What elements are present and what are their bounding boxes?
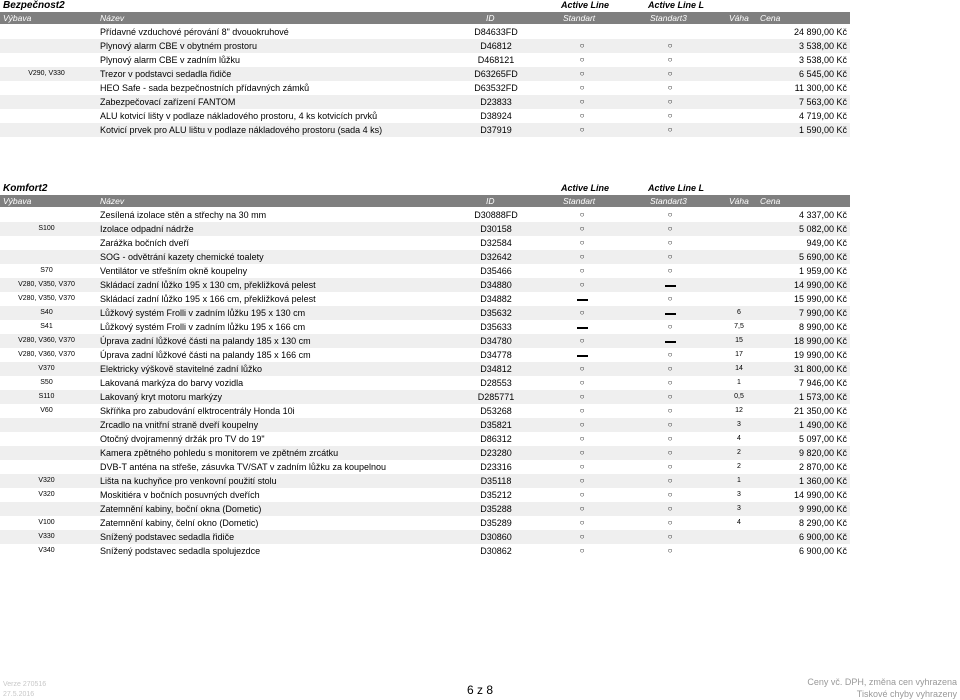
cell-nazev: Ventilátor ve střešním okně koupelny bbox=[100, 266, 248, 276]
cell-cena: 949,00 Kč bbox=[806, 238, 847, 248]
cell-standart: ○ bbox=[579, 111, 585, 120]
cell-standart bbox=[567, 320, 597, 334]
col-active-line-l: Active Line L bbox=[648, 0, 705, 10]
table-row bbox=[0, 474, 850, 488]
header-vybava: Výbava bbox=[3, 196, 32, 206]
table-row bbox=[0, 502, 850, 516]
cell-nazev: Snížený podstavec sedadla spolujezdce bbox=[100, 546, 261, 556]
cell-cena: 6 900,00 Kč bbox=[798, 546, 847, 556]
cell-vybava: V280, V350, V370 bbox=[18, 281, 75, 288]
cell-standart3: ○ bbox=[667, 392, 673, 401]
cell-id: D35212 bbox=[480, 490, 512, 500]
cell-nazev: Izolace odpadní nádrže bbox=[100, 224, 194, 234]
cell-standart: ○ bbox=[579, 504, 585, 513]
dash-icon bbox=[577, 299, 588, 301]
cell-standart: ○ bbox=[579, 476, 585, 485]
cell-nazev: Plynový alarm CBE v obytném prostoru bbox=[100, 41, 258, 51]
cell-standart3: ○ bbox=[667, 83, 673, 92]
table-row bbox=[0, 418, 850, 432]
cell-cena: 6 900,00 Kč bbox=[798, 532, 847, 542]
cell-vaha: 0,5 bbox=[734, 393, 744, 400]
dash-icon bbox=[665, 285, 676, 287]
cell-standart3: ○ bbox=[667, 266, 673, 275]
cell-nazev: Lůžkový systém Frolli v zadním lůžku 195 x 166 cm bbox=[100, 322, 306, 332]
cell-standart3: ○ bbox=[667, 364, 673, 373]
cell-vaha: 6 bbox=[737, 309, 741, 316]
cell-nazev: Přídavné vzduchové pérování 8" dvouokruhové bbox=[100, 27, 289, 37]
cell-cena: 7 990,00 Kč bbox=[798, 308, 847, 318]
cell-standart: ○ bbox=[579, 392, 585, 401]
footer-version bbox=[3, 680, 46, 700]
cell-id: D30888FD bbox=[474, 210, 518, 220]
cell-standart3 bbox=[655, 334, 685, 348]
cell-cena: 6 545,00 Kč bbox=[798, 69, 847, 79]
cell-vybava: S40 bbox=[40, 309, 53, 316]
cell-vaha: 15 bbox=[735, 337, 743, 344]
header-cena: Cena bbox=[760, 196, 781, 206]
footer-notes bbox=[807, 676, 957, 700]
cell-standart: ○ bbox=[579, 238, 585, 247]
cell-standart: ○ bbox=[579, 546, 585, 555]
cell-standart3: ○ bbox=[667, 224, 673, 233]
cell-cena: 14 990,00 Kč bbox=[793, 280, 847, 290]
cell-id: D34882 bbox=[480, 294, 512, 304]
cell-cena: 21 350,00 Kč bbox=[793, 406, 847, 416]
cell-cena: 5 690,00 Kč bbox=[798, 252, 847, 262]
cell-standart3: ○ bbox=[667, 55, 673, 64]
cell-nazev: Úprava zadní lůžkové části na palandy 185 x 130 cm bbox=[100, 336, 311, 346]
dash-icon bbox=[577, 355, 588, 357]
header-nazev: Název bbox=[100, 196, 125, 206]
cell-standart: ○ bbox=[579, 336, 585, 345]
table-row bbox=[0, 516, 850, 530]
cell-vybava: S50 bbox=[40, 379, 53, 386]
cell-standart3 bbox=[655, 278, 685, 292]
version-text: Verze 270516 bbox=[3, 681, 47, 688]
cell-standart3: ○ bbox=[667, 252, 673, 261]
cell-cena: 11 300,00 Kč bbox=[794, 83, 847, 93]
cell-cena: 8 290,00 Kč bbox=[798, 518, 847, 528]
dash-icon bbox=[665, 341, 676, 343]
cell-standart3: ○ bbox=[667, 406, 673, 415]
table-row bbox=[0, 390, 850, 404]
cell-nazev: Moskitiéra v bočních posuvných dveřích bbox=[100, 490, 260, 500]
cell-standart: ○ bbox=[579, 280, 585, 289]
cell-id: D34778 bbox=[480, 350, 512, 360]
cell-vybava: V100 bbox=[38, 519, 55, 526]
table-row bbox=[0, 67, 850, 81]
cell-cena: 7 563,00 Kč bbox=[798, 97, 847, 107]
header-nazev: Název bbox=[100, 13, 125, 23]
cell-id: D34780 bbox=[480, 336, 512, 346]
cell-id: D35821 bbox=[480, 420, 512, 430]
cell-standart: ○ bbox=[579, 434, 585, 443]
page-number: 6 z 8 bbox=[466, 683, 493, 697]
cell-id: D35633 bbox=[480, 322, 512, 332]
header-standart: Standart bbox=[563, 196, 596, 206]
table-row bbox=[0, 208, 850, 222]
header-standart: Standart bbox=[563, 13, 596, 23]
cell-vaha: 3 bbox=[737, 491, 741, 498]
table-row bbox=[0, 404, 850, 418]
header-standart3: Standart3 bbox=[650, 13, 687, 23]
table-header bbox=[0, 12, 850, 24]
cell-cena: 1 573,00 Kč bbox=[798, 392, 847, 402]
cell-id: D32642 bbox=[480, 252, 512, 262]
cell-id: D53268 bbox=[480, 406, 512, 416]
cell-standart: ○ bbox=[579, 406, 585, 415]
cell-id: D86312 bbox=[480, 434, 512, 444]
cell-vaha: 4 bbox=[737, 435, 741, 442]
cell-cena: 3 538,00 Kč bbox=[798, 55, 847, 65]
cell-vaha: 2 bbox=[737, 463, 741, 470]
cell-standart3: ○ bbox=[667, 322, 673, 331]
cell-id: D23316 bbox=[480, 462, 512, 472]
cell-id: D23833 bbox=[480, 97, 512, 107]
cell-cena: 7 946,00 Kč bbox=[798, 378, 847, 388]
cell-cena: 9 990,00 Kč bbox=[798, 504, 847, 514]
cell-vaha: 14 bbox=[735, 365, 743, 372]
cell-nazev: Zarážka bočních dveří bbox=[100, 238, 190, 248]
cell-cena: 5 097,00 Kč bbox=[798, 434, 847, 444]
cell-standart3: ○ bbox=[667, 490, 673, 499]
table-row bbox=[0, 460, 850, 474]
cell-standart: ○ bbox=[579, 55, 585, 64]
cell-nazev: DVB-T anténa na střeše, zásuvka TV/SAT v zadním lůžku za koupelnou bbox=[100, 462, 386, 472]
cell-standart: ○ bbox=[579, 490, 585, 499]
cell-standart: ○ bbox=[579, 210, 585, 219]
cell-standart bbox=[567, 348, 597, 362]
cell-nazev: Lišta na kuchyňce pro venkovní použití stolu bbox=[100, 476, 277, 486]
cell-standart3: ○ bbox=[667, 125, 673, 134]
table-row bbox=[0, 81, 850, 95]
table-row bbox=[0, 53, 850, 67]
cell-vaha: 3 bbox=[737, 505, 741, 512]
table-row bbox=[0, 348, 850, 362]
table-row bbox=[0, 25, 850, 39]
cell-standart3: ○ bbox=[667, 504, 673, 513]
cell-cena: 1 490,00 Kč bbox=[798, 420, 847, 430]
cell-id: D37919 bbox=[480, 125, 512, 135]
cell-standart: ○ bbox=[579, 41, 585, 50]
cell-id: D35118 bbox=[480, 476, 512, 486]
cell-nazev: Skládací zadní lůžko 195 x 130 cm, překližková pelest bbox=[100, 280, 316, 290]
table-row bbox=[0, 264, 850, 278]
cell-standart bbox=[567, 292, 597, 306]
section-title: Bezpečnost2 bbox=[3, 0, 65, 11]
table-row bbox=[0, 236, 850, 250]
header-standart3: Standart3 bbox=[650, 196, 687, 206]
cell-cena: 18 990,00 Kč bbox=[793, 336, 847, 346]
cell-nazev: Trezor v podstavci sedadla řidiče bbox=[100, 69, 232, 79]
cell-nazev: Zatemnění kabiny, boční okna (Dometic) bbox=[100, 504, 262, 514]
cell-standart3: ○ bbox=[667, 350, 673, 359]
cell-nazev: Skříňka pro zabudování elktrocentrály Honda 10i bbox=[100, 406, 295, 416]
cell-cena: 1 590,00 Kč bbox=[798, 125, 847, 135]
cell-standart: ○ bbox=[579, 83, 585, 92]
cell-standart: ○ bbox=[579, 462, 585, 471]
header-vybava: Výbava bbox=[3, 13, 32, 23]
table-row bbox=[0, 123, 850, 137]
table-row bbox=[0, 292, 850, 306]
cell-standart3: ○ bbox=[667, 434, 673, 443]
cell-standart3: ○ bbox=[667, 294, 673, 303]
cell-vybava: V320 bbox=[38, 477, 55, 484]
cell-cena: 31 800,00 Kč bbox=[793, 364, 847, 374]
header-id: ID bbox=[486, 196, 495, 206]
cell-nazev: Zesílená izolace stěn a střechy na 30 mm bbox=[100, 210, 267, 220]
cell-standart3: ○ bbox=[667, 69, 673, 78]
cell-id: D30860 bbox=[480, 532, 512, 542]
cell-standart: ○ bbox=[579, 224, 585, 233]
cell-vaha: 2 bbox=[737, 449, 741, 456]
header-vaha: Váha bbox=[729, 196, 749, 206]
cell-vybava: S100 bbox=[38, 225, 55, 232]
cell-standart3: ○ bbox=[667, 41, 673, 50]
table-row bbox=[0, 544, 850, 558]
dash-icon bbox=[577, 327, 588, 329]
col-active-line: Active Line bbox=[561, 183, 610, 193]
cell-vybava: V330 bbox=[38, 533, 55, 540]
cell-standart3: ○ bbox=[667, 378, 673, 387]
cell-cena: 24 890,00 Kč bbox=[793, 27, 847, 37]
cell-cena: 5 082,00 Kč bbox=[798, 224, 847, 234]
cell-nazev: Lakovaná markýza do barvy vozidla bbox=[100, 378, 244, 388]
cell-standart3: ○ bbox=[667, 546, 673, 555]
cell-cena: 19 990,00 Kč bbox=[793, 350, 847, 360]
header-vaha: Váha bbox=[729, 13, 749, 23]
cell-nazev: SOG - odvětrání kazety chemické toalety bbox=[100, 252, 264, 262]
cell-vybava: V290, V330 bbox=[28, 70, 65, 77]
section-title: Komfort2 bbox=[3, 183, 48, 194]
cell-id: D35466 bbox=[480, 266, 512, 276]
dash-icon bbox=[665, 313, 676, 315]
cell-vaha: 1 bbox=[737, 379, 741, 386]
cell-id: D46812 bbox=[480, 41, 512, 51]
cell-standart3: ○ bbox=[667, 111, 673, 120]
table-row bbox=[0, 530, 850, 544]
cell-nazev: ALU kotvicí lišty v podlaze nákladového prostoru, 4 ks kotvicích prvků bbox=[100, 111, 378, 121]
cell-id: D32584 bbox=[480, 238, 512, 248]
cell-vybava: S41 bbox=[40, 323, 53, 330]
cell-standart3: ○ bbox=[667, 462, 673, 471]
cell-standart3: ○ bbox=[667, 420, 673, 429]
cell-standart3: ○ bbox=[667, 210, 673, 219]
cell-vybava: V280, V350, V370 bbox=[18, 295, 75, 302]
table-row bbox=[0, 278, 850, 292]
cell-vaha: 17 bbox=[735, 351, 743, 358]
cell-id: D468121 bbox=[477, 55, 515, 65]
cell-vybava: V370 bbox=[38, 365, 55, 372]
cell-vybava: V340 bbox=[38, 547, 55, 554]
table-row bbox=[0, 362, 850, 376]
cell-cena: 1 360,00 Kč bbox=[798, 476, 847, 486]
cell-cena: 3 538,00 Kč bbox=[798, 41, 847, 51]
col-active-line: Active Line bbox=[561, 0, 610, 10]
cell-cena: 8 990,00 Kč bbox=[798, 322, 847, 332]
cell-standart3: ○ bbox=[667, 518, 673, 527]
cell-id: D63532FD bbox=[474, 83, 518, 93]
cell-nazev: Zatemnění kabiny, čelní okno (Dometic) bbox=[100, 518, 259, 528]
cell-standart3: ○ bbox=[667, 97, 673, 106]
cell-standart3: ○ bbox=[667, 476, 673, 485]
cell-id: D35289 bbox=[480, 518, 512, 528]
cell-nazev: Kamera zpětného pohledu s monitorem ve zpětném zrcátku bbox=[100, 448, 339, 458]
header-cena: Cena bbox=[760, 13, 781, 23]
cell-id: D63265FD bbox=[474, 69, 518, 79]
cell-cena: 4 719,00 Kč bbox=[798, 111, 847, 121]
cell-standart: ○ bbox=[579, 532, 585, 541]
cell-standart3 bbox=[655, 306, 685, 320]
table-row bbox=[0, 39, 850, 53]
cell-id: D30158 bbox=[480, 224, 512, 234]
cell-standart: ○ bbox=[579, 252, 585, 261]
cell-id: D38924 bbox=[480, 111, 512, 121]
cell-cena: 15 990,00 Kč bbox=[793, 294, 847, 304]
cell-vaha: 7,5 bbox=[734, 323, 744, 330]
cell-cena: 4 337,00 Kč bbox=[798, 210, 847, 220]
cell-nazev: Lůžkový systém Frolli v zadním lůžku 195 x 130 cm bbox=[100, 308, 306, 318]
cell-nazev: Lakovaný kryt motoru markýzy bbox=[100, 392, 223, 402]
cell-nazev: Zabezpečovací zařízení FANTOM bbox=[100, 97, 236, 107]
cell-vybava: S110 bbox=[38, 393, 55, 400]
cell-nazev: Elektricky výškově stavitelné zadní lůžko bbox=[100, 364, 263, 374]
cell-id: D34880 bbox=[480, 280, 512, 290]
cell-standart: ○ bbox=[579, 518, 585, 527]
table-row bbox=[0, 376, 850, 390]
cell-standart3: ○ bbox=[667, 448, 673, 457]
table-row bbox=[0, 432, 850, 446]
cell-id: D28553 bbox=[480, 378, 512, 388]
cell-standart3: ○ bbox=[667, 238, 673, 247]
cell-vybava: S70 bbox=[40, 267, 53, 274]
cell-standart: ○ bbox=[579, 308, 585, 317]
cell-id: D30862 bbox=[480, 546, 512, 556]
cell-cena: 9 820,00 Kč bbox=[798, 448, 847, 458]
cell-id: D35632 bbox=[480, 308, 512, 318]
cell-standart: ○ bbox=[579, 448, 585, 457]
table-row bbox=[0, 446, 850, 460]
cell-vybava: V280, V360, V370 bbox=[18, 337, 75, 344]
table-row bbox=[0, 222, 850, 236]
cell-nazev: HEO Safe - sada bezpečnostních přídavných zámků bbox=[100, 83, 310, 93]
cell-nazev: Snížený podstavec sedadla řidiče bbox=[100, 532, 235, 542]
cell-nazev: Úprava zadní lůžkové části na palandy 185 x 166 cm bbox=[100, 350, 311, 360]
header-id: ID bbox=[486, 13, 495, 23]
cell-id: D84633FD bbox=[474, 27, 518, 37]
cell-standart: ○ bbox=[579, 364, 585, 373]
cell-cena: 2 870,00 Kč bbox=[798, 462, 847, 472]
cell-standart: ○ bbox=[579, 125, 585, 134]
cell-cena: 1 959,00 Kč bbox=[798, 266, 847, 276]
table-row bbox=[0, 306, 850, 320]
cell-nazev: Plynový alarm CBE v zadním lůžku bbox=[100, 55, 241, 65]
table-row bbox=[0, 109, 850, 123]
cell-vaha: 1 bbox=[737, 477, 741, 484]
table-row bbox=[0, 334, 850, 348]
table-row bbox=[0, 95, 850, 109]
table-row bbox=[0, 320, 850, 334]
table-row bbox=[0, 250, 850, 264]
cell-standart: ○ bbox=[579, 420, 585, 429]
cell-vybava: V60 bbox=[40, 407, 53, 414]
cell-vybava: V320 bbox=[38, 491, 55, 498]
cell-nazev: Skládací zadní lůžko 195 x 166 cm, překližková pelest bbox=[100, 294, 316, 304]
cell-standart3: ○ bbox=[667, 532, 673, 541]
cell-standart: ○ bbox=[579, 266, 585, 275]
date-text: 27.5.2016 bbox=[3, 691, 35, 698]
cell-vaha: 3 bbox=[737, 421, 741, 428]
cell-standart: ○ bbox=[579, 69, 585, 78]
table-row bbox=[0, 488, 850, 502]
cell-nazev: Zrcadlo na vnitřní straně dveří koupelny bbox=[100, 420, 259, 430]
cell-cena: 14 990,00 Kč bbox=[793, 490, 847, 500]
cell-standart: ○ bbox=[579, 378, 585, 387]
cell-nazev: Otočný dvojramenný držák pro TV do 19" bbox=[100, 434, 265, 444]
cell-id: D35288 bbox=[480, 504, 512, 514]
cell-standart: ○ bbox=[579, 97, 585, 106]
cell-vybava: V280, V360, V370 bbox=[18, 351, 75, 358]
cell-vaha: 4 bbox=[737, 519, 741, 526]
table-header bbox=[0, 195, 850, 207]
print-note: Tiskové chyby vyhrazeny bbox=[856, 689, 957, 699]
cell-id: D285771 bbox=[477, 392, 515, 402]
cell-id: D23280 bbox=[480, 448, 512, 458]
cell-nazev: Kotvicí prvek pro ALU lištu v podlaze nákladového prostoru (sada 4 ks) bbox=[100, 125, 383, 135]
cell-vaha: 12 bbox=[735, 407, 743, 414]
price-note: Ceny vč. DPH, změna cen vyhrazena bbox=[807, 677, 957, 687]
col-active-line-l: Active Line L bbox=[648, 183, 705, 193]
cell-id: D34812 bbox=[480, 364, 512, 374]
